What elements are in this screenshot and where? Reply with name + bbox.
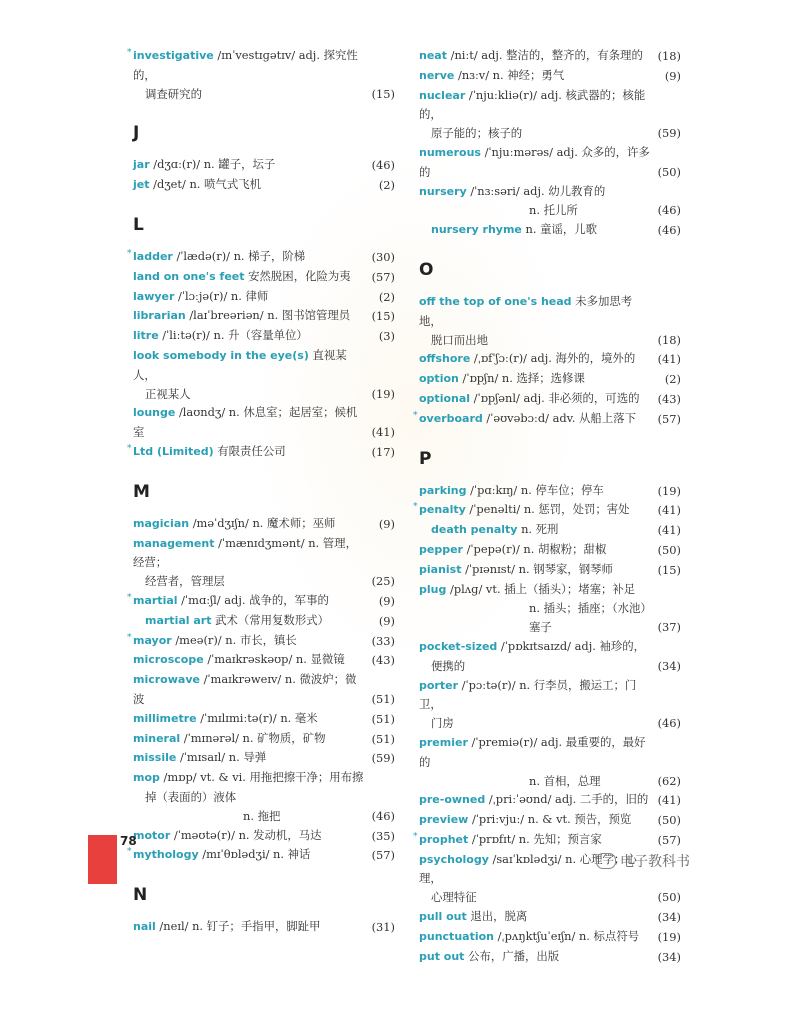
- definition: /mɪˈθɒlədʒi/ n. 神话: [198, 847, 311, 862]
- glossary-entry: [419, 86, 681, 143]
- definition: /ˌpriːˈəʊnd/ adj. 二手的，旧的: [485, 792, 649, 807]
- page-reference: (41): [657, 523, 681, 538]
- page-reference: (33): [371, 633, 395, 648]
- page-reference: (2): [378, 178, 395, 193]
- page-reference: (17): [371, 444, 395, 459]
- page-reference: (15): [657, 562, 681, 577]
- section-letter: L: [133, 214, 144, 235]
- definition-continued: 调查研究的: [145, 86, 202, 101]
- glossary-entry: [127, 591, 395, 611]
- definition: /ˈlædə(r)/ n. 梯子，阶梯: [172, 248, 306, 263]
- definition: 公布，广播，出版: [464, 948, 560, 963]
- glossary-entry: [133, 729, 395, 749]
- page-reference: (50): [657, 164, 681, 179]
- headword: death penalty: [431, 523, 518, 537]
- page-reference: (15): [371, 86, 395, 101]
- definition-continued: 原子能的；核子的: [431, 126, 523, 141]
- page-reference: (31): [371, 920, 395, 935]
- definition: /neɪl/ n. 钉子；手指甲，脚趾甲: [155, 919, 321, 934]
- definition: /ˈmaɪkrəweɪv/ n. 微波炉；微波: [133, 672, 357, 706]
- headword: numerous: [419, 145, 481, 159]
- glossary-entry: [419, 389, 681, 409]
- headword: microscope: [133, 653, 204, 667]
- glossary-entry: [419, 182, 681, 221]
- page-reference: (50): [657, 542, 681, 557]
- headword: pianist: [419, 562, 462, 576]
- star-marker-icon: *: [127, 248, 132, 259]
- glossary-entry: [413, 409, 681, 429]
- glossary-entry: [127, 247, 395, 267]
- star-marker-icon: *: [127, 443, 132, 454]
- page-reference: (2): [664, 372, 681, 387]
- wechat-icon: [596, 853, 616, 869]
- definition: 未多加思考地，: [419, 293, 633, 328]
- source-watermark: [596, 851, 690, 871]
- headword: pocket-sized: [419, 639, 498, 653]
- page-reference: (25): [371, 574, 395, 589]
- page-tab-marker: [88, 835, 117, 884]
- glossary-entry: [133, 155, 395, 175]
- headword: pre-owned: [419, 793, 486, 807]
- star-marker-icon: *: [127, 632, 132, 643]
- page-reference: (18): [657, 49, 681, 63]
- definition: /ˈmɪlɪmiːtə(r)/ n. 毫米: [196, 710, 318, 725]
- page-reference: (41): [371, 425, 395, 440]
- definition: n. 童谣，儿歌: [521, 222, 598, 237]
- headword: motor: [133, 828, 171, 842]
- definition: /ˈɒpʃənl/ adj. 非必须的，可选的: [470, 390, 640, 405]
- definition: /ˈpepə(r)/ n. 胡椒粉；甜椒: [462, 541, 607, 556]
- glossary-entry: [419, 540, 681, 560]
- headword: lounge: [133, 406, 176, 420]
- page-reference: (34): [657, 658, 681, 673]
- definition: /ˈmɪnərəl/ n. 矿物质，矿物: [180, 730, 326, 745]
- page-reference: (43): [657, 391, 681, 406]
- glossary-entry: [133, 175, 395, 195]
- page-reference: (9): [664, 68, 681, 83]
- headword: nuclear: [419, 88, 466, 102]
- headword: neat: [419, 49, 447, 62]
- page-reference: (19): [657, 929, 681, 944]
- definition-continued: 便携的: [431, 658, 466, 673]
- page-reference: (19): [371, 386, 395, 401]
- glossary-entry: [413, 830, 681, 850]
- definition-continued: 门房: [431, 716, 454, 731]
- section-letter: O: [419, 259, 434, 280]
- glossary-entry: [133, 534, 395, 591]
- definition: /laɪˈbreəriən/ n. 图书馆管理员: [185, 308, 351, 323]
- definition: /ˈmɑːʃl/ adj. 战争的，军事的: [177, 592, 329, 607]
- glossary-entry: [419, 733, 681, 790]
- page-reference: (57): [657, 411, 681, 426]
- page-reference: (51): [371, 711, 395, 726]
- glossary-entry: [419, 676, 681, 733]
- definition: /niːt/ adj. 整洁的，整齐的，有条理的: [446, 48, 643, 62]
- star-marker-icon: *: [127, 592, 132, 603]
- headword: offshore: [419, 352, 471, 366]
- glossary-entry: [133, 917, 395, 937]
- definition: /meə(r)/ n. 市长，镇长: [171, 632, 297, 647]
- definition: 武术（常用复数形式）: [211, 612, 329, 627]
- headword: optional: [419, 391, 471, 405]
- headword: millimetre: [133, 711, 197, 725]
- glossary-entry: [419, 580, 681, 637]
- definition: /ˈnjuːkliə(r)/ adj. 核武器的；核能的，: [419, 87, 646, 122]
- headword: plug: [419, 582, 447, 596]
- glossary-entry: [419, 292, 681, 349]
- page-reference: (37): [657, 620, 681, 635]
- headword: nail: [133, 920, 156, 934]
- definition: /mɒp/ vt. & vi. 用拖把擦干净；用布擦: [159, 770, 364, 785]
- definition: /saɪˈkɒlədʒi/ n. 心理学；心理，: [419, 851, 637, 886]
- headword: nursery rhyme: [431, 223, 522, 237]
- headword: lawyer: [133, 289, 175, 303]
- page-reference: (51): [371, 731, 395, 746]
- definition: /ˈməʊtə(r)/ n. 发动机，马达: [170, 827, 322, 842]
- glossary-entry: [133, 514, 395, 534]
- glossary-entry: [419, 907, 681, 927]
- definition: /ˈprɒfɪt/ n. 先知；预言家: [468, 831, 602, 846]
- glossary-entry: [419, 143, 681, 182]
- page-reference: (9): [378, 516, 395, 531]
- headword: nerve: [419, 68, 455, 82]
- headword: nursery: [419, 184, 467, 198]
- definition-continued: 经营者，管理层: [145, 574, 225, 589]
- definition: n. 死刑: [517, 522, 559, 537]
- page-reference: (62): [657, 773, 681, 788]
- right-column: [413, 46, 681, 966]
- headword: martial art: [145, 613, 212, 627]
- glossary-entry: [133, 403, 395, 442]
- headword: psychology: [419, 852, 489, 866]
- definition: 有限责任公司: [213, 443, 286, 458]
- glossary-entry: [133, 768, 395, 825]
- definition: /ˈliːtə(r)/ n. 升（容量单位）: [158, 328, 308, 343]
- page-reference: (15): [371, 309, 395, 324]
- glossary-entry: [419, 220, 681, 240]
- page-reference: (2): [378, 289, 395, 304]
- headword: magician: [133, 516, 190, 530]
- page-reference: (34): [657, 910, 681, 925]
- headword: microwave: [133, 673, 200, 687]
- definition-noun-sense: n. 托儿所: [529, 203, 578, 218]
- headword: librarian: [133, 309, 186, 323]
- headword: ladder: [133, 249, 173, 263]
- page-reference: (30): [371, 249, 395, 264]
- glossary-entry: [127, 631, 395, 651]
- definition-continued: 掉（表面的）液体: [145, 789, 237, 804]
- star-marker-icon: *: [413, 831, 418, 842]
- glossary-entry: [419, 927, 681, 947]
- star-marker-icon: *: [413, 410, 418, 421]
- headword: porter: [419, 678, 458, 692]
- page-reference: (9): [378, 613, 395, 628]
- headword: punctuation: [419, 929, 494, 943]
- glossary-entry: [133, 670, 395, 709]
- section-letter: P: [419, 448, 432, 469]
- headword: litre: [133, 329, 159, 343]
- page-reference: (41): [657, 352, 681, 367]
- definition: /laʊndʒ/ n. 休息室；起居室；候机室: [133, 405, 358, 440]
- glossary-entry: [419, 66, 681, 86]
- definition: /ˈpɒkɪtsaɪzd/ adj. 袖珍的，: [497, 638, 646, 653]
- headword: jar: [133, 158, 150, 172]
- glossary-entry: [133, 650, 395, 670]
- page-reference: (50): [657, 813, 681, 828]
- headword: management: [133, 536, 215, 550]
- definition: 直视某人，: [133, 347, 347, 382]
- glossary-entry: [419, 520, 681, 540]
- definition: /dʒɑː(r)/ n. 罐子，坛子: [149, 157, 276, 172]
- glossary-entry: [419, 369, 681, 389]
- page-reference: (18): [657, 332, 681, 347]
- headword: Ltd (Limited): [133, 444, 214, 458]
- glossary-entry: [133, 346, 395, 403]
- definition: 退出，脱离: [466, 909, 528, 924]
- headword: mineral: [133, 731, 181, 745]
- definition: /məˈdʒɪʃn/ n. 魔术师；巫师: [189, 515, 336, 530]
- headword: premier: [419, 735, 468, 749]
- glossary-entry: [133, 267, 395, 287]
- page-reference: (9): [378, 593, 395, 608]
- glossary-entry: [133, 287, 395, 307]
- definition: /ˈmɪsaɪl/ n. 导弹: [176, 750, 267, 765]
- headword: off the top of one's head: [419, 294, 572, 308]
- page-number: 78: [120, 834, 137, 848]
- glossary-entry: [133, 326, 395, 346]
- definition: /ˈpɪənɪst/ n. 钢琴家，钢琴师: [461, 561, 613, 576]
- definition-noun-sense: n. 拖把: [243, 808, 281, 823]
- definition: /nɜːv/ n. 神经；勇气: [454, 67, 565, 82]
- headword: mop: [133, 771, 160, 785]
- glossary-entry: [419, 637, 681, 676]
- definition-continued: 正视某人: [145, 386, 191, 401]
- headword: jet: [133, 178, 150, 192]
- page-reference: (57): [371, 269, 395, 284]
- headword: pepper: [419, 542, 463, 556]
- definition: /ˈnjuːmərəs/ adj. 众多的，许多的: [419, 144, 650, 179]
- headword: overboard: [419, 411, 483, 425]
- definition: /ˈpenəlti/ n. 惩罚，处罚；害处: [465, 502, 630, 517]
- headword: pull out: [419, 910, 467, 924]
- headword: martial: [133, 593, 178, 607]
- page-reference: (57): [371, 848, 395, 863]
- glossary-entry: [419, 46, 681, 66]
- section-letter: J: [133, 123, 140, 144]
- glossary-entry: [413, 500, 681, 520]
- glossary-entry: [127, 442, 395, 462]
- headword: prophet: [419, 832, 469, 846]
- definition-continued: 心理特征: [431, 890, 477, 905]
- page-reference: (46): [371, 808, 395, 823]
- glossary-entry: [133, 748, 395, 768]
- definition: /ˈəʊvəbɔːd/ adv. 从船上落下: [482, 410, 636, 425]
- page-reference: (57): [657, 832, 681, 847]
- definition: /plʌɡ/ vt. 插上（插头）；堵塞；补足: [446, 581, 636, 596]
- star-marker-icon: *: [127, 48, 132, 58]
- definition-noun-sense: n. 插头；插座；（水池）塞子: [529, 601, 652, 635]
- page-reference: (46): [657, 716, 681, 731]
- page-reference: (41): [657, 793, 681, 808]
- watermark-text: 电子教科书: [620, 854, 690, 870]
- definition: /ˈmaɪkrəskəʊp/ n. 显微镜: [203, 652, 345, 667]
- page-reference: (41): [657, 503, 681, 518]
- page-reference: (59): [371, 751, 395, 766]
- definition: /ɪnˈvestɪɡətɪv/ adj. 探究性的，: [133, 48, 358, 82]
- definition: /ˈpɑːkɪŋ/ n. 停车位；停车: [466, 482, 604, 497]
- headword: missile: [133, 751, 177, 765]
- glossary-entry: [419, 481, 681, 501]
- page-reference: (3): [378, 329, 395, 344]
- star-marker-icon: *: [413, 502, 418, 513]
- glossary-entry: [419, 810, 681, 830]
- definition-continued: 脱口而出地: [431, 332, 488, 347]
- page-reference: (19): [657, 483, 681, 498]
- definition: /ˈmænɪdʒmənt/ n. 管理，经营；: [133, 535, 357, 570]
- glossary-entry: [419, 947, 681, 967]
- glossary-entry: [133, 306, 395, 326]
- star-marker-icon: *: [127, 847, 132, 858]
- page-reference: (46): [657, 203, 681, 218]
- page-reference: (50): [657, 890, 681, 905]
- page-reference: (46): [657, 223, 681, 238]
- definition: /dʒet/ n. 喷气式飞机: [149, 177, 261, 192]
- glossary-entry: [133, 709, 395, 729]
- page-reference: (34): [657, 949, 681, 964]
- page-reference: (59): [657, 126, 681, 141]
- headword: land on one's feet: [133, 269, 245, 283]
- glossary-entry: [419, 560, 681, 580]
- page-reference: (46): [371, 158, 395, 173]
- definition: /ˈnɜːsəri/ adj. 幼儿教育的: [466, 183, 606, 198]
- glossary-entry: [419, 349, 681, 369]
- definition: /ˈpriːvjuː/ n. & vt. 预告，预览: [468, 812, 632, 827]
- headword: penalty: [419, 503, 466, 517]
- definition: /ˌɒfˈʃɔː(r)/ adj. 海外的，境外的: [470, 351, 636, 366]
- headword: mythology: [133, 848, 199, 862]
- glossary-entry: [127, 845, 395, 865]
- headword: parking: [419, 483, 467, 497]
- glossary-entry: [133, 611, 395, 631]
- definition: /ˌpʌŋktʃuˈeɪʃn/ n. 标点符号: [494, 928, 640, 943]
- section-letter: M: [133, 481, 150, 502]
- headword: investigative: [133, 49, 214, 62]
- definition: 安然脱困，化险为夷: [244, 268, 351, 283]
- glossary-entry: [133, 826, 395, 846]
- page-reference: (43): [371, 653, 395, 668]
- definition-noun-sense: n. 首相，总理: [529, 773, 601, 788]
- definition: /ˈlɔːjə(r)/ n. 律师: [174, 288, 269, 303]
- section-letter: N: [133, 885, 148, 906]
- headword: put out: [419, 949, 465, 963]
- headword: preview: [419, 813, 469, 827]
- definition: /ˈɒpʃn/ n. 选择；选修课: [458, 371, 585, 386]
- glossary-entry: [419, 790, 681, 810]
- headword: look somebody in the eye(s): [133, 348, 309, 362]
- glossary-entry: [127, 46, 395, 103]
- page-reference: (51): [371, 691, 395, 706]
- headword: mayor: [133, 633, 172, 647]
- headword: option: [419, 372, 459, 386]
- definition: /ˈpremiə(r)/ adj. 最重要的，最好的: [419, 734, 646, 769]
- page-reference: (35): [371, 828, 395, 843]
- definition: /ˈpɔːtə(r)/ n. 行李员，搬运工；门卫，: [419, 677, 637, 712]
